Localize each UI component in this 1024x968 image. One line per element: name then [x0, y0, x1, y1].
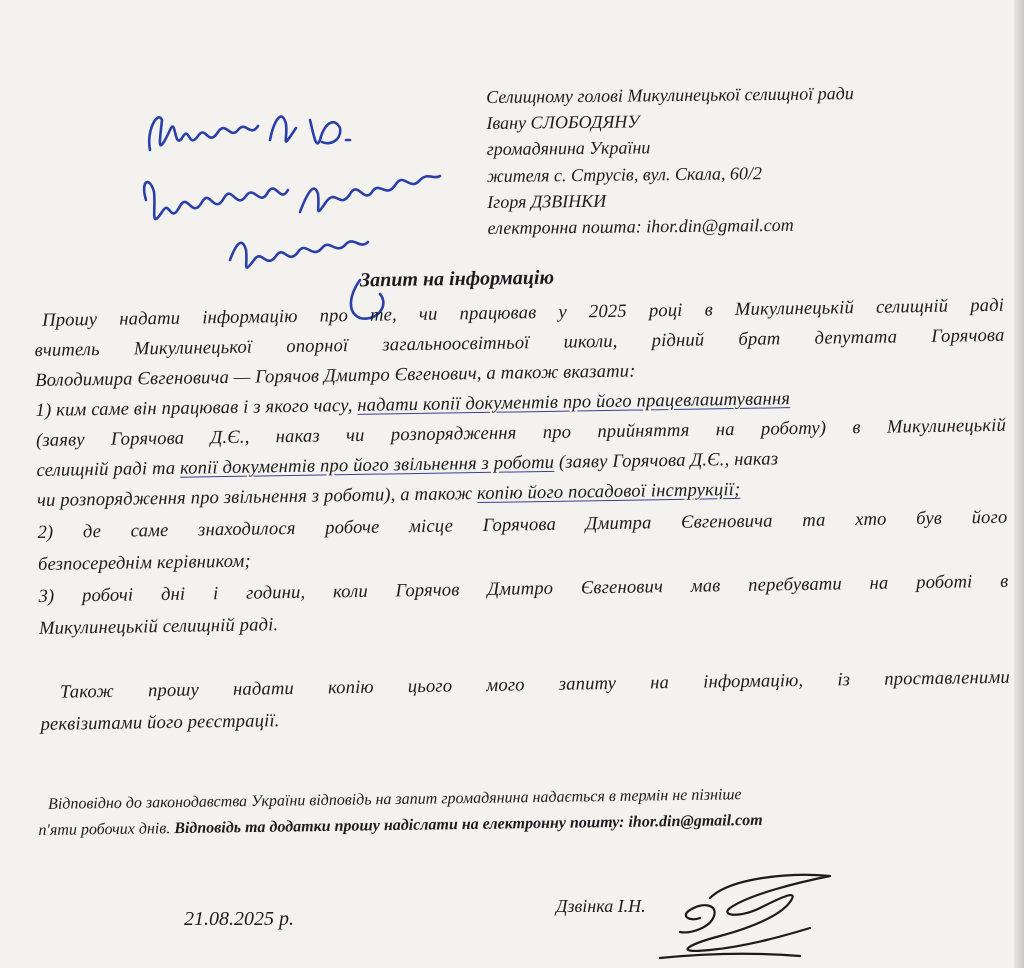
handwritten-resolution [110, 80, 480, 330]
body-line [37, 479, 741, 512]
body-line: Прошу надати інформацію про те, чи працював у 2025 році в Микулинецькій селищній раді [41, 294, 1005, 331]
legal-footnote [38, 782, 1018, 839]
body-line: 3) робочі дні і години, коли Горячов Дмитро Євгенович мав перебувати на роботі в [38, 570, 1009, 607]
body-line: Також прошу надати копію цього мого запиту на інформацію, із проставленими [59, 666, 1011, 703]
addressee-line: жителя с. Струсів, вул. Скала, 60/2 [486, 162, 763, 186]
body-line: 2) де саме знаходилося робоче місце Горячова Дмитра Євгеновича та хто був його [37, 506, 1008, 543]
underlined-request: копію його посадової інструкції; [476, 478, 741, 505]
scan-edge [1014, 0, 1024, 968]
body-text-segment: чи розпорядження про звільнення з роботи), а також [36, 483, 478, 511]
body-line [35, 388, 790, 422]
body-text-segment: 1) ким саме він працював і з якого часу, [35, 394, 358, 421]
signer-name: Дзвінка І.Н. [556, 896, 646, 916]
body-line: безпосереднім керівником; [37, 550, 251, 575]
addressee-block [486, 79, 1008, 242]
addressee-line: Селищному голові Микулинецької селищної ради [486, 83, 854, 107]
addressee-line: Ігоря ДЗВІНКИ [487, 190, 607, 212]
body-line: реквізитами його реєстрації. [40, 710, 280, 735]
addressee-line: громадянина України [486, 137, 651, 160]
footnote-line [38, 812, 762, 840]
footnote-bold-segment: Відповідь та додатки прошу надіслати на електронну пошту: ihor.din@gmail.com [174, 811, 763, 838]
footnote-segment: п'яти робочих днів. [38, 820, 175, 839]
body-text-segment: селищній раді та [36, 457, 181, 481]
addressee-line: Івану СЛОБОДЯНУ [486, 111, 640, 134]
body-line [36, 448, 778, 482]
document-title: Запит на інформацію [359, 266, 555, 292]
underlined-request: копії документів про його звільнення з роботи [179, 451, 555, 479]
footnote-line: Відповідно до законодавства України відповідь на запит громадянина надається в термін не пізніше [47, 786, 742, 813]
body-text-segment: (заяву Горячова Д.Є., наказ [553, 448, 779, 473]
document-date: 21.08.2025 р. [184, 908, 294, 930]
body-line: Микулинецькій селищній раді. [38, 614, 279, 639]
handwritten-signature [640, 858, 870, 968]
underlined-request: надати копії документів про його працевлаштування [357, 388, 791, 416]
body-line: (заяву Горячова Д.Є., наказ чи розпорядження про прийняття на роботу) в Микулинецькій [35, 414, 1007, 451]
body-line: Володимира Євгеновича — Горячов Дмитро Євгенович, а також вказати: [34, 360, 636, 391]
addressee-email: електронна пошта: ihor.din@gmail.com [487, 214, 794, 239]
body-line: вчитель Микулинецької опорної загальноосвітньої школи, рідний брат депутата Горячова [34, 324, 1005, 361]
